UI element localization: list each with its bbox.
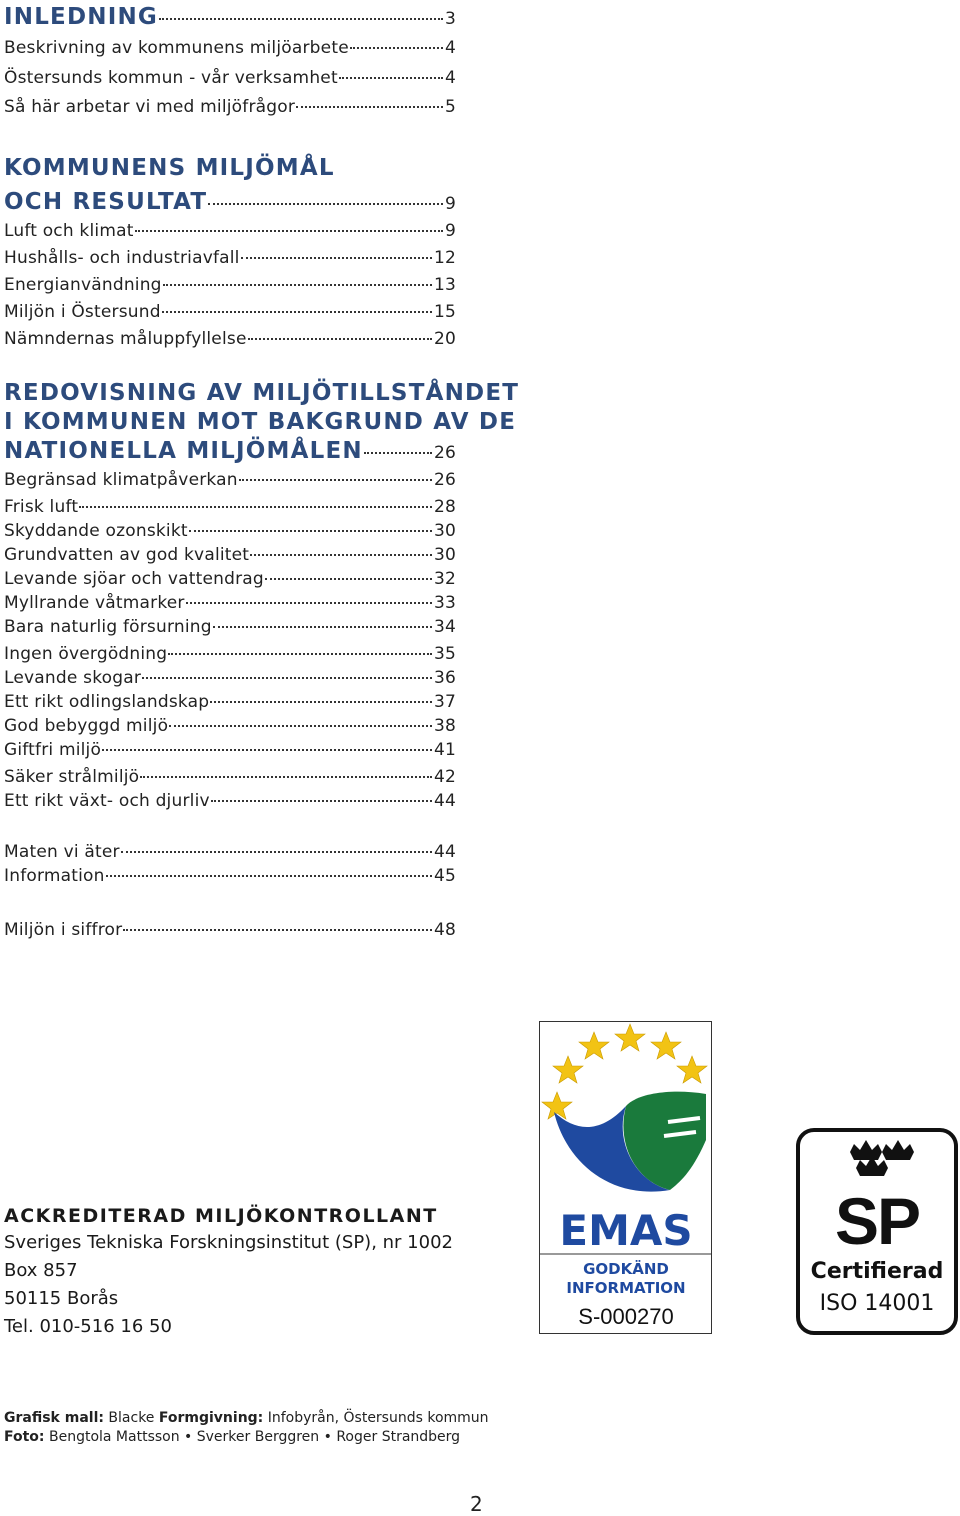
toc-page-number: 26 — [433, 470, 456, 490]
toc-page-number: 44 — [433, 842, 456, 862]
toc-dot-leader — [123, 929, 432, 931]
toc-item[interactable] — [4, 692, 456, 712]
toc-item-label: Skyddande ozonskikt — [4, 521, 188, 541]
toc-dot-leader — [159, 18, 443, 20]
emas-sub1-text: GODKÄND — [583, 1260, 669, 1278]
toc-dot-leader — [296, 106, 443, 108]
toc-page-number: 37 — [433, 692, 456, 712]
toc-heading-nationella[interactable] — [4, 438, 456, 464]
toc-page-number: 12 — [433, 248, 456, 268]
toc-heading-inledning[interactable] — [4, 4, 456, 30]
toc-item[interactable] — [4, 68, 456, 88]
toc-heading-miljomal[interactable] — [4, 189, 456, 215]
toc-page-number: 13 — [433, 275, 456, 295]
toc-heading-label: NATIONELLA MILJÖMÅLEN — [4, 438, 363, 464]
toc-item[interactable] — [4, 866, 456, 886]
toc-item-label: Maten vi äter — [4, 842, 120, 862]
toc-heading-line: REDOVISNING AV MILJÖTILLSTÅNDET — [4, 380, 520, 406]
toc-heading-line: KOMMUNENS MILJÖMÅL — [4, 155, 335, 181]
toc-item-label: Nämndernas måluppfyllelse — [4, 329, 247, 349]
toc-dot-leader — [163, 284, 432, 286]
toc-dot-leader — [102, 749, 432, 751]
toc-page-number: 3 — [444, 9, 456, 29]
toc-item[interactable] — [4, 842, 456, 862]
toc-page-number: 9 — [444, 194, 456, 214]
toc-item[interactable] — [4, 248, 456, 268]
toc-item-label: Information — [4, 866, 105, 886]
toc-page-number: 32 — [433, 569, 456, 589]
toc-page-number: 28 — [433, 497, 456, 517]
toc-dot-leader — [213, 626, 432, 628]
accreditation-box: Box 857 — [4, 1260, 78, 1281]
toc-item-label: Ingen övergödning — [4, 644, 168, 664]
toc-item-label: Frisk luft — [4, 497, 79, 517]
toc-item[interactable] — [4, 767, 456, 787]
toc-dot-leader — [162, 311, 432, 313]
toc-page-number: 48 — [433, 920, 456, 940]
toc-page-number: 26 — [433, 443, 456, 463]
credits-value: Infobyrån, Östersunds kommun — [267, 1410, 489, 1426]
toc-item[interactable] — [4, 329, 456, 349]
toc-dot-leader — [248, 338, 432, 340]
credits-line-photo — [4, 1428, 489, 1447]
toc-page-number: 20 — [433, 329, 456, 349]
toc-item[interactable] — [4, 569, 456, 589]
toc-page-number: 44 — [433, 791, 456, 811]
crowns-icon — [850, 1140, 914, 1176]
toc-item-label: Ett rikt växt- och djurliv — [4, 791, 210, 811]
toc-item[interactable] — [4, 920, 456, 940]
toc-item[interactable] — [4, 302, 456, 322]
toc-dot-leader — [142, 677, 432, 679]
accreditation-institute: Sveriges Tekniska Forskningsinstitut (SP), nr 1002 — [4, 1232, 453, 1253]
toc-dot-leader — [339, 77, 443, 79]
toc-page-number: 38 — [433, 716, 456, 736]
toc-heading-label: INLEDNING — [4, 4, 158, 30]
toc-item-label: Giftfri miljö — [4, 740, 102, 760]
toc-page-number: 35 — [433, 644, 456, 664]
toc-item-label: Östersunds kommun - vår verksamhet — [4, 68, 338, 88]
toc-item-label: Levande skogar — [4, 668, 142, 688]
page-number: 2 — [470, 1492, 483, 1516]
toc-page-number: 45 — [433, 866, 456, 886]
toc-item-label: Begränsad klimatpåverkan — [4, 470, 238, 490]
emas-sub2-text: INFORMATION — [566, 1279, 686, 1297]
toc-item-label: Miljön i siffror — [4, 920, 123, 940]
toc-item[interactable] — [4, 497, 456, 517]
toc-item-label: Grundvatten av god kvalitet — [4, 545, 250, 565]
credits-value: Blacke — [108, 1410, 155, 1426]
toc-item-label: Energianvändning — [4, 275, 162, 295]
emas-logo-graphic — [540, 1022, 711, 1333]
toc-dot-leader — [79, 506, 432, 508]
toc-page-number: 15 — [433, 302, 456, 322]
toc-dot-leader — [140, 776, 432, 778]
toc-item[interactable] — [4, 740, 456, 760]
toc-item[interactable] — [4, 470, 456, 490]
credits — [4, 1409, 489, 1447]
toc-dot-leader — [208, 203, 443, 205]
toc-dot-leader — [350, 47, 443, 49]
toc-item-label: Beskrivning av kommunens miljöarbete — [4, 38, 349, 58]
toc-page-number: 9 — [444, 221, 456, 241]
toc-dot-leader — [106, 875, 432, 877]
toc-dot-leader — [211, 800, 432, 802]
toc-page-number: 30 — [433, 545, 456, 565]
toc-page-number: 34 — [433, 617, 456, 637]
credits-line-design — [4, 1409, 489, 1428]
toc-dot-leader — [265, 578, 432, 580]
sp-logo-text: SP — [834, 1184, 920, 1258]
toc-item-label: Hushålls- och industriavfall — [4, 248, 240, 268]
emas-brand-text: EMAS — [559, 1206, 693, 1255]
toc-page-number: 4 — [444, 68, 456, 88]
emas-registration-number: S-000270 — [578, 1304, 674, 1329]
toc-item-label: God bebyggd miljö — [4, 716, 169, 736]
toc-item[interactable] — [4, 521, 456, 541]
sp-logo-graphic — [800, 1132, 954, 1331]
toc-item[interactable] — [4, 617, 456, 637]
emas-logo — [539, 1021, 712, 1334]
credits-label: Grafisk mall: — [4, 1410, 104, 1426]
toc-item-label: Bara naturlig försurning — [4, 617, 212, 637]
toc-heading-label: OCH RESULTAT — [4, 189, 208, 215]
toc-page-number: 4 — [444, 38, 456, 58]
toc-item-label: Myllrande våtmarker — [4, 593, 185, 613]
sp-iso-text: ISO 14001 — [819, 1291, 935, 1316]
toc-dot-leader — [121, 851, 432, 853]
credits-label: Formgivning: — [158, 1410, 264, 1426]
accreditation-block — [4, 1203, 453, 1341]
toc-page-number: 5 — [444, 97, 456, 117]
toc-item-label: Miljön i Östersund — [4, 302, 161, 322]
toc-item[interactable] — [4, 791, 456, 811]
toc-item[interactable] — [4, 716, 456, 736]
accreditation-postal: 50115 Borås — [4, 1288, 119, 1309]
credits-value: Bengtola Mattsson • Sverker Berggren • Roger Strandberg — [48, 1429, 461, 1445]
toc-item-label: Så här arbetar vi med miljöfrågor — [4, 97, 296, 117]
toc-dot-leader — [186, 602, 432, 604]
toc-dot-leader — [135, 230, 443, 232]
toc-item-label: Luft och klimat — [4, 221, 134, 241]
toc-dot-leader — [168, 653, 432, 655]
sp-cert-text: Certifierad — [810, 1259, 944, 1284]
toc-dot-leader — [210, 701, 432, 703]
toc-page-number: 36 — [433, 668, 456, 688]
credits-label: Foto: — [4, 1429, 45, 1445]
toc-heading-line: I KOMMUNEN MOT BAKGRUND AV DE — [4, 409, 517, 435]
toc-page-number: 33 — [433, 593, 456, 613]
toc-dot-leader — [364, 452, 432, 454]
accreditation-title: ACKREDITERAD MILJÖKONTROLLANT — [4, 1205, 438, 1227]
toc-item-label: Säker strålmiljö — [4, 767, 140, 787]
toc-item[interactable] — [4, 97, 456, 117]
toc-item[interactable] — [4, 38, 456, 58]
toc-item[interactable] — [4, 545, 456, 565]
toc-page-number: 30 — [433, 521, 456, 541]
toc-dot-leader — [239, 479, 432, 481]
toc-item-label: Ett rikt odlingslandskap — [4, 692, 210, 712]
toc-item[interactable] — [4, 593, 456, 613]
toc-item[interactable] — [4, 644, 456, 664]
toc-item[interactable] — [4, 668, 456, 688]
toc-page-number: 41 — [433, 740, 456, 760]
toc-dot-leader — [169, 725, 432, 727]
toc-dot-leader — [250, 554, 432, 556]
toc-page-number: 42 — [433, 767, 456, 787]
toc-item-label: Levande sjöar och vattendrag — [4, 569, 264, 589]
accreditation-phone: Tel. 010-516 16 50 — [4, 1316, 172, 1337]
toc-dot-leader — [189, 530, 432, 532]
toc-dot-leader — [241, 257, 432, 259]
toc-item[interactable] — [4, 275, 456, 295]
sp-certification-logo — [796, 1128, 958, 1335]
toc-item[interactable] — [4, 221, 456, 241]
